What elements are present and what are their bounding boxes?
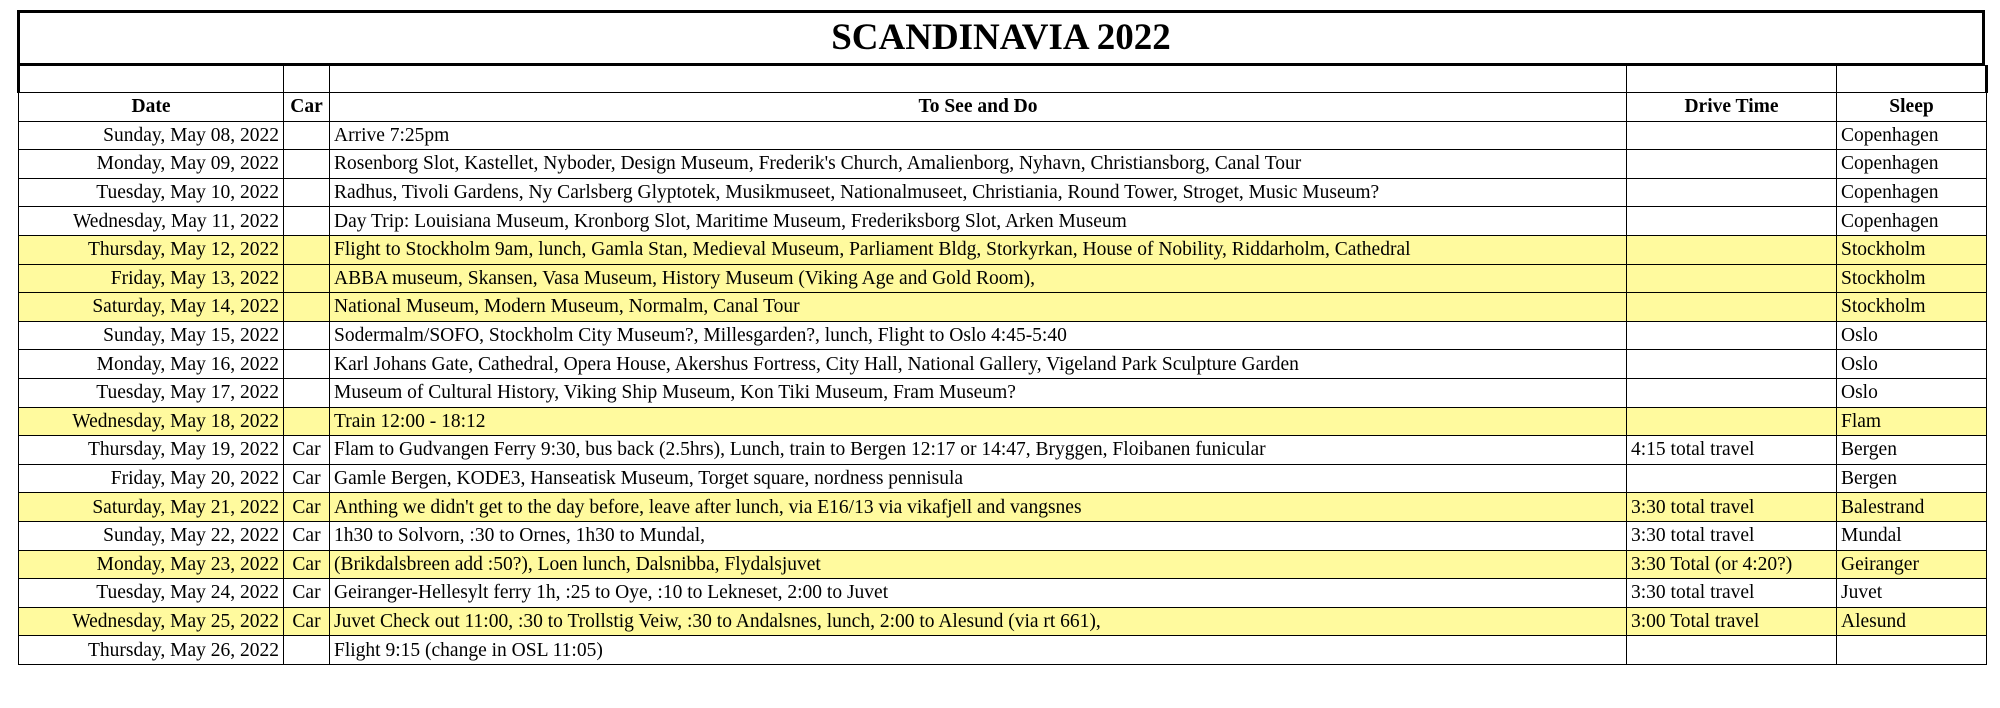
- todo-cell[interactable]: Train 12:00 - 18:12: [330, 407, 1627, 436]
- date-cell[interactable]: Friday, May 13, 2022: [19, 264, 284, 293]
- drive-time-cell[interactable]: 3:30 total travel: [1627, 579, 1837, 608]
- date-cell[interactable]: Monday, May 09, 2022: [19, 150, 284, 179]
- drive-time-cell[interactable]: [1627, 636, 1837, 665]
- car-cell[interactable]: Car: [284, 521, 330, 550]
- car-cell[interactable]: Car: [284, 550, 330, 579]
- table-row: [19, 636, 1987, 665]
- car-cell[interactable]: [284, 407, 330, 436]
- car-cell[interactable]: Car: [284, 464, 330, 493]
- sleep-cell[interactable]: Geiranger: [1837, 550, 1987, 579]
- todo-cell[interactable]: Karl Johans Gate, Cathedral, Opera House, Akershus Fortress, City Hall, National Gallery, Vigeland Park Sculpture Garden: [330, 350, 1627, 379]
- sleep-cell[interactable]: Flam: [1837, 407, 1987, 436]
- date-cell[interactable]: Thursday, May 12, 2022: [19, 235, 284, 264]
- header-car[interactable]: Car: [284, 93, 330, 122]
- car-cell[interactable]: [284, 121, 330, 150]
- date-cell[interactable]: Wednesday, May 11, 2022: [19, 207, 284, 236]
- spacer-row: [19, 66, 1987, 93]
- sleep-cell[interactable]: Copenhagen: [1837, 207, 1987, 236]
- sleep-cell[interactable]: Bergen: [1837, 464, 1987, 493]
- header-drive-time[interactable]: Drive Time: [1627, 93, 1837, 122]
- drive-time-cell[interactable]: [1627, 407, 1837, 436]
- date-cell[interactable]: Sunday, May 08, 2022: [19, 121, 284, 150]
- table-row: [19, 264, 1987, 293]
- drive-time-cell[interactable]: [1627, 150, 1837, 179]
- date-cell[interactable]: Wednesday, May 25, 2022: [19, 607, 284, 636]
- page-title: SCANDINAVIA 2022: [831, 17, 1171, 58]
- drive-time-cell[interactable]: [1627, 378, 1837, 407]
- todo-cell[interactable]: Juvet Check out 11:00, :30 to Trollstig Veiw, :30 to Andalsnes, lunch, 2:00 to Alesund (via rt 661),: [330, 607, 1627, 636]
- todo-cell[interactable]: Flight 9:15 (change in OSL 11:05): [330, 636, 1627, 665]
- sleep-cell[interactable]: Mundal: [1837, 521, 1987, 550]
- drive-time-cell[interactable]: [1627, 207, 1837, 236]
- date-cell[interactable]: Tuesday, May 24, 2022: [19, 579, 284, 608]
- car-cell[interactable]: [284, 378, 330, 407]
- sleep-cell[interactable]: Stockholm: [1837, 264, 1987, 293]
- sleep-cell[interactable]: Copenhagen: [1837, 150, 1987, 179]
- sleep-cell[interactable]: Oslo: [1837, 378, 1987, 407]
- car-cell[interactable]: Car: [284, 579, 330, 608]
- table-row: [19, 121, 1987, 150]
- todo-cell[interactable]: Geiranger-Hellesylt ferry 1h, :25 to Oye, :10 to Lekneset, 2:00 to Juvet: [330, 579, 1627, 608]
- date-cell[interactable]: Tuesday, May 10, 2022: [19, 178, 284, 207]
- drive-time-cell[interactable]: [1627, 350, 1837, 379]
- table-row: [19, 436, 1987, 465]
- table-row: [19, 493, 1987, 522]
- itinerary-rows: [19, 121, 1987, 664]
- car-cell[interactable]: [284, 350, 330, 379]
- todo-cell[interactable]: Day Trip: Louisiana Museum, Kronborg Slot, Maritime Museum, Frederiksborg Slot, Arken Museum: [330, 207, 1627, 236]
- todo-cell[interactable]: Flight to Stockholm 9am, lunch, Gamla Stan, Medieval Museum, Parliament Bldg, Storkyrkan, House of Nobility, Riddarholm, Cathedral: [330, 235, 1627, 264]
- date-cell[interactable]: Saturday, May 21, 2022: [19, 493, 284, 522]
- blank-cell[interactable]: [330, 66, 1627, 93]
- date-cell[interactable]: Saturday, May 14, 2022: [19, 293, 284, 322]
- table-row: [19, 321, 1987, 350]
- blank-cell[interactable]: [19, 66, 284, 93]
- car-cell[interactable]: [284, 321, 330, 350]
- drive-time-cell[interactable]: 3:00 Total travel: [1627, 607, 1837, 636]
- table-row: [19, 579, 1987, 608]
- drive-time-cell[interactable]: 3:30 total travel: [1627, 521, 1837, 550]
- table-row: [19, 178, 1987, 207]
- car-cell[interactable]: [284, 207, 330, 236]
- title-cell[interactable]: [17, 10, 1985, 66]
- header-sleep[interactable]: Sleep: [1837, 93, 1987, 122]
- sleep-cell[interactable]: Copenhagen: [1837, 121, 1987, 150]
- car-cell[interactable]: [284, 235, 330, 264]
- drive-time-cell[interactable]: 3:30 total travel: [1627, 493, 1837, 522]
- header-todo[interactable]: To See and Do: [330, 93, 1627, 122]
- drive-time-cell[interactable]: [1627, 235, 1837, 264]
- sleep-cell[interactable]: Juvet: [1837, 579, 1987, 608]
- car-cell[interactable]: Car: [284, 607, 330, 636]
- todo-cell[interactable]: (Brikdalsbreen add :50?), Loen lunch, Dalsnibba, Flydalsjuvet: [330, 550, 1627, 579]
- todo-cell[interactable]: Museum of Cultural History, Viking Ship Museum, Kon Tiki Museum, Fram Museum?: [330, 378, 1627, 407]
- todo-cell[interactable]: Flam to Gudvangen Ferry 9:30, bus back (2.5hrs), Lunch, train to Bergen 12:17 or 14:47, Bryggen, Floibanen funicular: [330, 436, 1627, 465]
- sleep-cell[interactable]: Alesund: [1837, 607, 1987, 636]
- sleep-cell[interactable]: Copenhagen: [1837, 178, 1987, 207]
- table-row: [19, 607, 1987, 636]
- date-cell[interactable]: Monday, May 16, 2022: [19, 350, 284, 379]
- sleep-cell[interactable]: Balestrand: [1837, 493, 1987, 522]
- sleep-cell[interactable]: Stockholm: [1837, 293, 1987, 322]
- date-cell[interactable]: Thursday, May 26, 2022: [19, 636, 284, 665]
- blank-cell[interactable]: [1627, 66, 1837, 93]
- drive-time-cell[interactable]: [1627, 321, 1837, 350]
- todo-cell[interactable]: Arrive 7:25pm: [330, 121, 1627, 150]
- todo-cell[interactable]: Anthing we didn't get to the day before, leave after lunch, via E16/13 via vikafjell and vangsnes: [330, 493, 1627, 522]
- table-row: [19, 235, 1987, 264]
- todo-cell[interactable]: ABBA museum, Skansen, Vasa Museum, History Museum (Viking Age and Gold Room),: [330, 264, 1627, 293]
- drive-time-cell[interactable]: [1627, 464, 1837, 493]
- todo-cell[interactable]: Radhus, Tivoli Gardens, Ny Carlsberg Glyptotek, Musikmuseet, Nationalmuseet, Christiania, Round Tower, Stroget, Music Museum?: [330, 178, 1627, 207]
- table-row: [19, 150, 1987, 179]
- todo-cell[interactable]: Sodermalm/SOFO, Stockholm City Museum?, Millesgarden?, lunch, Flight to Oslo 4:45-5:40: [330, 321, 1627, 350]
- sleep-cell[interactable]: Oslo: [1837, 321, 1987, 350]
- drive-time-cell[interactable]: 3:30 Total (or 4:20?): [1627, 550, 1837, 579]
- sleep-cell[interactable]: [1837, 636, 1987, 665]
- table-row: [19, 378, 1987, 407]
- todo-cell[interactable]: Gamle Bergen, KODE3, Hanseatisk Museum, Torget square, nordness pennisula: [330, 464, 1627, 493]
- date-cell[interactable]: Friday, May 20, 2022: [19, 464, 284, 493]
- date-cell[interactable]: Wednesday, May 18, 2022: [19, 407, 284, 436]
- table-row: [19, 550, 1987, 579]
- header-row: [19, 93, 1987, 122]
- sleep-cell[interactable]: Bergen: [1837, 436, 1987, 465]
- drive-time-cell[interactable]: [1627, 121, 1837, 150]
- todo-cell[interactable]: National Museum, Modern Museum, Normalm, Canal Tour: [330, 293, 1627, 322]
- date-cell[interactable]: Monday, May 23, 2022: [19, 550, 284, 579]
- table-row: [19, 521, 1987, 550]
- drive-time-cell[interactable]: [1627, 264, 1837, 293]
- header-date[interactable]: Date: [19, 93, 284, 122]
- table-row: [19, 207, 1987, 236]
- itinerary-table: [17, 65, 1988, 665]
- car-cell[interactable]: Car: [284, 493, 330, 522]
- sleep-cell[interactable]: Oslo: [1837, 350, 1987, 379]
- drive-time-cell[interactable]: 4:15 total travel: [1627, 436, 1837, 465]
- date-cell[interactable]: Sunday, May 22, 2022: [19, 521, 284, 550]
- sleep-cell[interactable]: Stockholm: [1837, 235, 1987, 264]
- drive-time-cell[interactable]: [1627, 293, 1837, 322]
- blank-cell[interactable]: [284, 66, 330, 93]
- date-cell[interactable]: Tuesday, May 17, 2022: [19, 378, 284, 407]
- drive-time-cell[interactable]: [1627, 178, 1837, 207]
- date-cell[interactable]: Thursday, May 19, 2022: [19, 436, 284, 465]
- table-row: [19, 293, 1987, 322]
- car-cell[interactable]: [284, 636, 330, 665]
- table-row: [19, 464, 1987, 493]
- car-cell[interactable]: Car: [284, 436, 330, 465]
- todo-cell[interactable]: Rosenborg Slot, Kastellet, Nyboder, Design Museum, Frederik's Church, Amalienborg, Nyhavn, Christiansborg, Canal Tour: [330, 150, 1627, 179]
- todo-cell[interactable]: 1h30 to Solvorn, :30 to Ornes, 1h30 to Mundal,: [330, 521, 1627, 550]
- car-cell[interactable]: [284, 264, 330, 293]
- car-cell[interactable]: [284, 293, 330, 322]
- blank-cell[interactable]: [1837, 66, 1987, 93]
- date-cell[interactable]: Sunday, May 15, 2022: [19, 321, 284, 350]
- table-row: [19, 350, 1987, 379]
- car-cell[interactable]: [284, 150, 330, 179]
- table-row: [19, 407, 1987, 436]
- car-cell[interactable]: [284, 178, 330, 207]
